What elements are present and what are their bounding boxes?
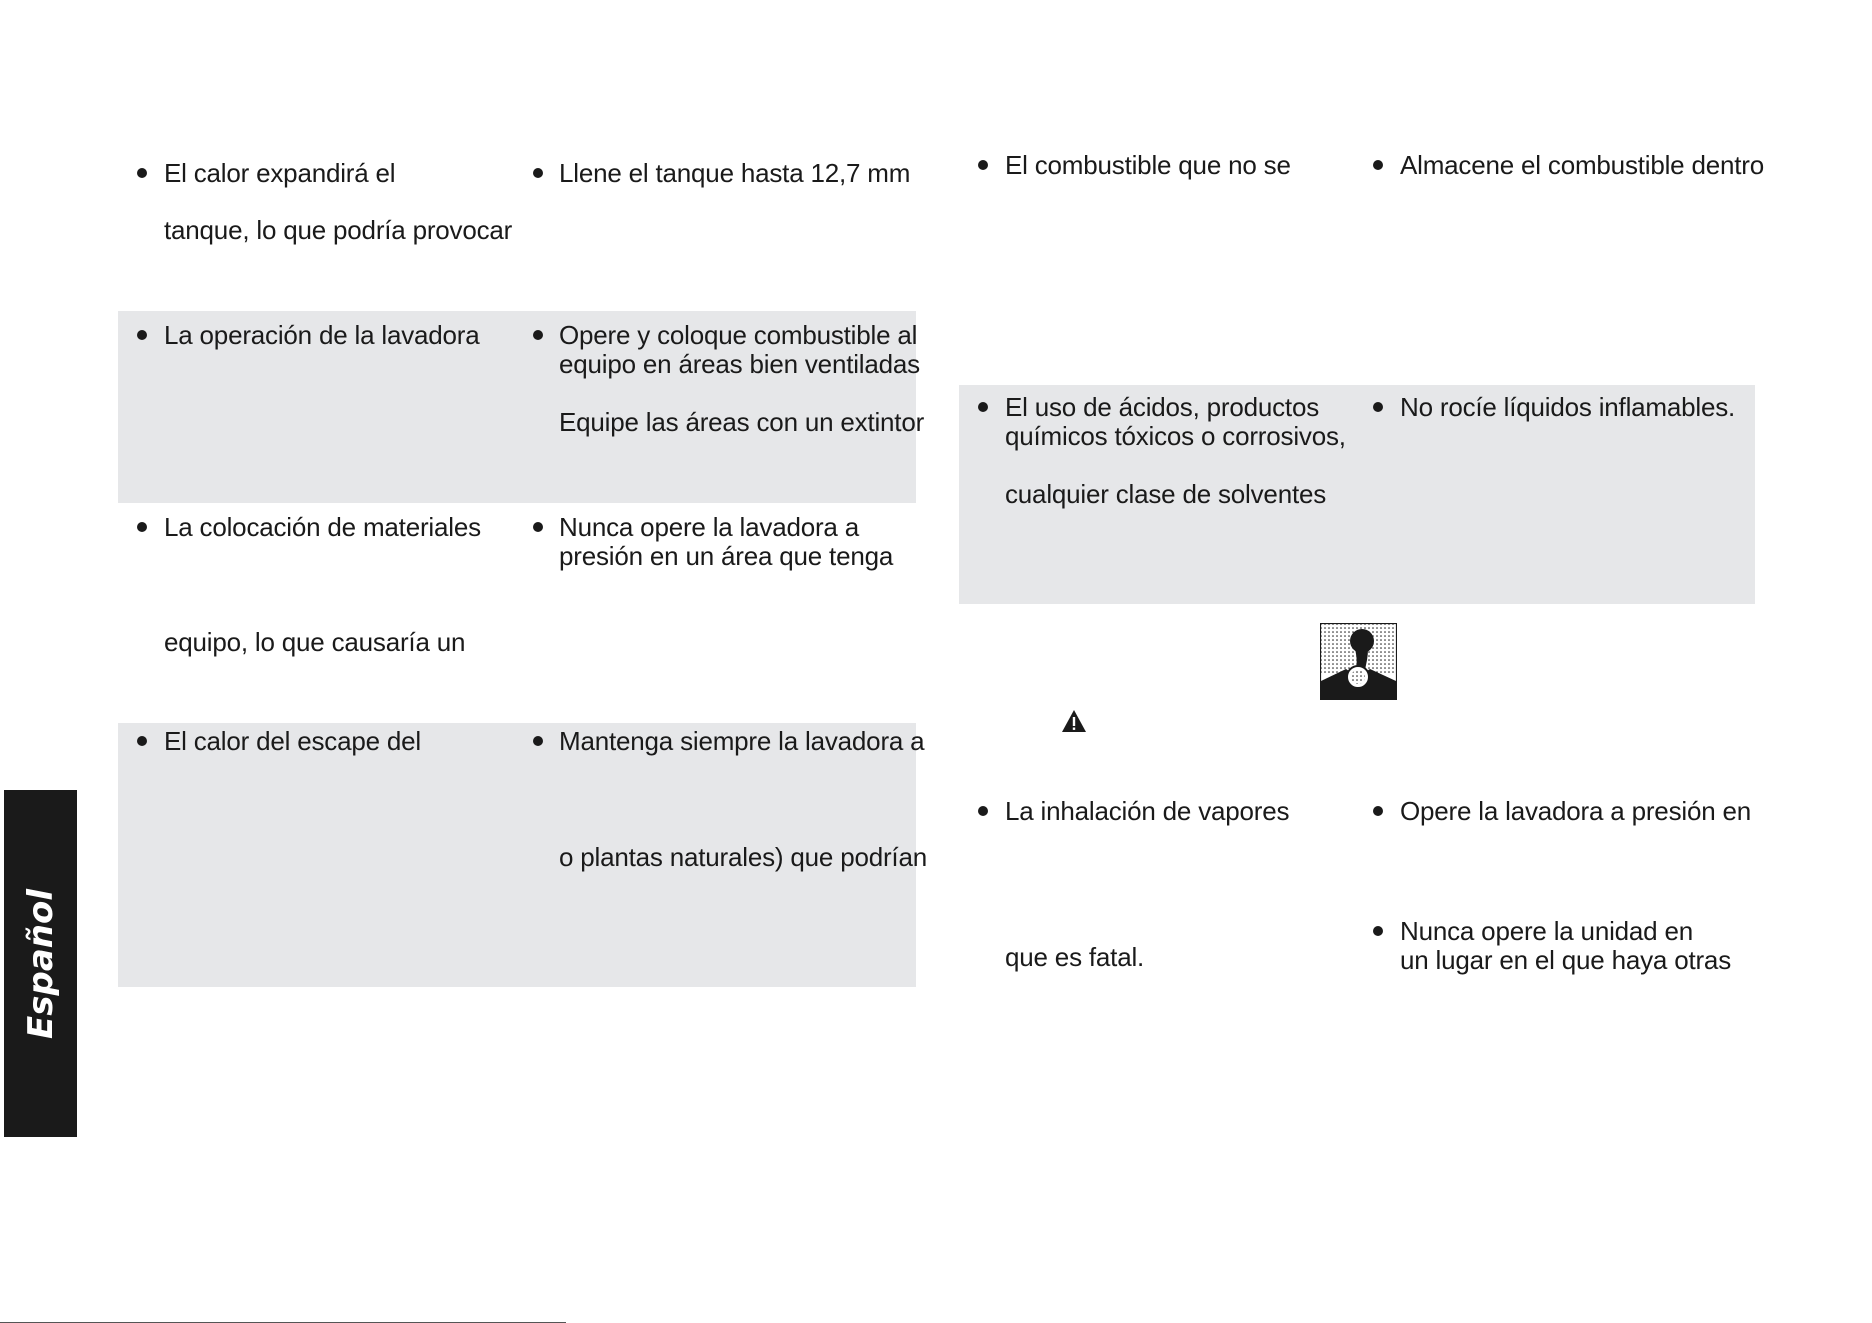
bullet-icon — [137, 736, 147, 746]
prevention-text: Equipe las áreas con un extintor — [559, 407, 925, 437]
bullet-icon — [1373, 160, 1383, 170]
bullet-icon — [1373, 402, 1383, 412]
hazard-text: tanque, lo que podría provocar — [164, 215, 513, 245]
prevention-text: presión en un área que tenga — [559, 541, 894, 571]
bullet-icon — [978, 402, 988, 412]
hazard-text: equipo, lo que causaría un — [164, 627, 466, 657]
bullet-icon — [1373, 926, 1383, 936]
bullet-icon — [978, 160, 988, 170]
bullet-icon — [137, 330, 147, 340]
bullet-icon — [533, 168, 543, 178]
hazard-text: El calor expandirá el — [164, 158, 396, 188]
hazard-text: La inhalación de vapores — [1005, 796, 1290, 826]
bullet-icon — [137, 168, 147, 178]
bullet-icon — [533, 330, 543, 340]
hazard-text: La operación de la lavadora — [164, 320, 480, 350]
prevention-text: Opere y coloque combustible al — [559, 320, 918, 350]
prevention-text: No rocíe líquidos inflamables. — [1400, 392, 1736, 422]
prevention-text: Mantenga siempre la lavadora a — [559, 726, 925, 756]
bullet-icon — [533, 522, 543, 532]
hazard-text: La colocación de materiales — [164, 512, 481, 542]
bullet-icon — [1373, 806, 1383, 816]
toxic-fumes-inhalation-icon — [1320, 623, 1397, 700]
bullet-icon — [978, 806, 988, 816]
hazard-text: El combustible que no se — [1005, 150, 1291, 180]
hazard-text: cualquier clase de solventes — [1005, 479, 1327, 509]
prevention-text: Almacene el combustible dentro — [1400, 150, 1764, 180]
prevention-text: Nunca opere la lavadora a — [559, 512, 859, 542]
language-side-tab — [4, 790, 77, 1137]
warning-triangle-icon — [1061, 709, 1087, 733]
bullet-icon — [137, 522, 147, 532]
prevention-text: o plantas naturales) que podrían — [559, 842, 927, 872]
prevention-text: Llene el tanque hasta 12,7 mm — [559, 158, 911, 188]
prevention-text: Nunca opere la unidad en — [1400, 916, 1693, 946]
hazard-text: El uso de ácidos, productos — [1005, 392, 1320, 422]
prevention-text: equipo en áreas bien ventiladas — [559, 349, 920, 379]
hazard-text: químicos tóxicos o corrosivos, — [1005, 421, 1346, 451]
language-tab-label: Español — [20, 888, 61, 1039]
prevention-text: un lugar en el que haya otras — [1400, 945, 1731, 975]
hazard-text: que es fatal. — [1005, 942, 1145, 972]
hazard-text: El calor del escape del — [164, 726, 421, 756]
prevention-text: Opere la lavadora a presión en — [1400, 796, 1752, 826]
bullet-icon — [533, 736, 543, 746]
